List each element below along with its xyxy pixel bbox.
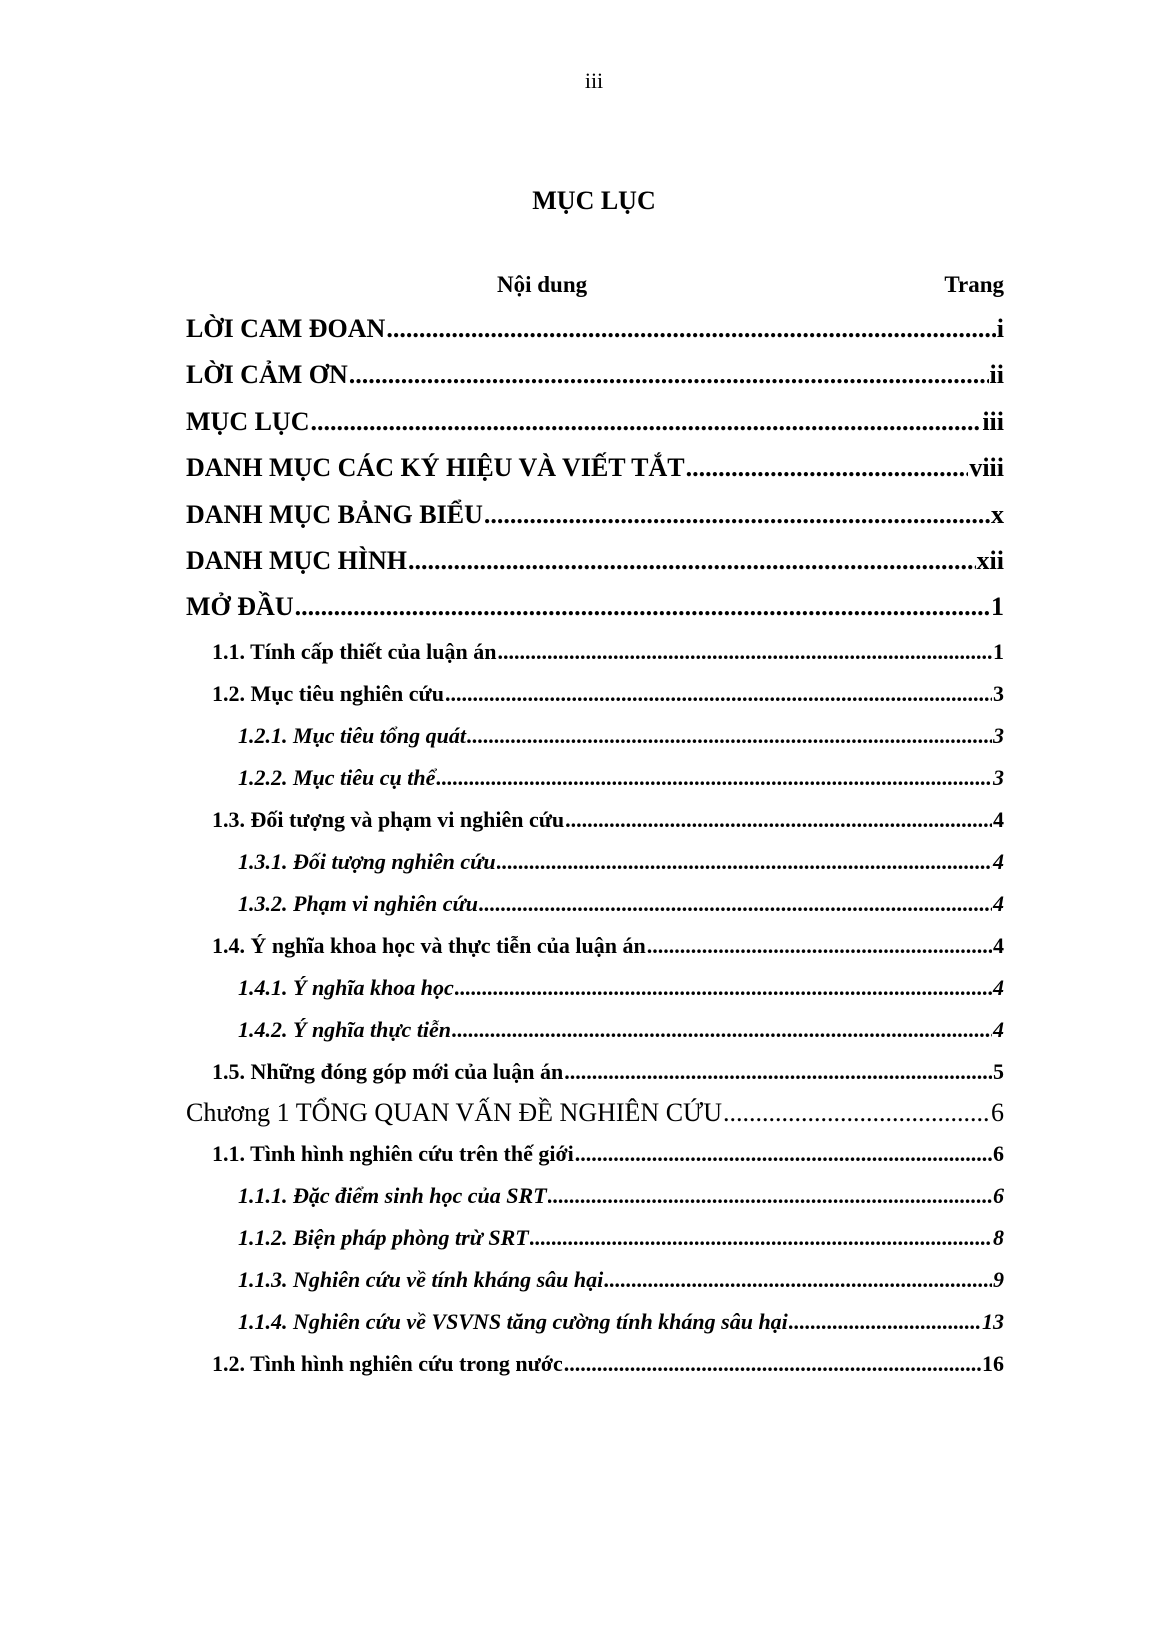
toc-entry-page: 6 <box>993 1140 1004 1166</box>
toc-entry-page: 6 <box>991 1097 1004 1127</box>
toc-entry[interactable] <box>186 306 1004 352</box>
toc-entry[interactable] <box>186 757 1004 799</box>
toc-entry[interactable] <box>186 538 1004 584</box>
dot-leader <box>349 352 989 398</box>
toc-entry[interactable] <box>186 967 1004 1009</box>
toc-entry-page: 5 <box>993 1058 1004 1084</box>
toc-entry[interactable] <box>186 673 1004 715</box>
toc-entry-page: iii <box>982 406 1004 436</box>
toc-entry-page: 3 <box>993 680 1004 706</box>
toc-entry-page: i <box>996 314 1004 343</box>
toc-entry-label: MỞ ĐẦU <box>186 592 294 622</box>
toc-entry-page: 8 <box>993 1224 1004 1250</box>
toc-entry-label: 1.3.2. Phạm vi nghiên cứu <box>238 890 478 916</box>
toc-entry[interactable] <box>186 1217 1004 1259</box>
toc-entry[interactable] <box>186 631 1004 673</box>
toc-entry-page: 4 <box>993 848 1004 874</box>
toc-entry-page: 6 <box>993 1182 1004 1208</box>
toc-entry-page: viii <box>969 453 1004 483</box>
toc-entry-label: 1.4. Ý nghĩa khoa học và thực tiễn của luận án <box>212 932 646 958</box>
dot-leader <box>564 1343 981 1385</box>
dot-leader <box>604 1259 992 1301</box>
toc-entry-label: 1.4.1. Ý nghĩa khoa học <box>238 974 454 1000</box>
toc-entry-page: 16 <box>982 1350 1004 1376</box>
toc-entry[interactable] <box>186 1133 1004 1175</box>
toc-entry-label: 1.5. Những đóng góp mới của luận án <box>212 1058 564 1084</box>
dot-leader <box>386 306 995 352</box>
toc-entry-page: ii <box>989 360 1004 390</box>
toc-entry[interactable] <box>186 445 1004 491</box>
dot-leader <box>311 399 982 445</box>
column-header-content: Nội dung <box>497 272 588 297</box>
dot-leader <box>467 715 992 757</box>
toc-entry[interactable] <box>186 352 1004 398</box>
dot-leader <box>530 1217 992 1259</box>
toc-entry-label: 1.3. Đối tượng và phạm vi nghiên cứu <box>212 806 565 832</box>
toc-entry-page: 1 <box>993 638 1004 664</box>
dot-leader <box>455 967 992 1009</box>
column-header-page: Trang <box>944 272 1004 297</box>
toc-entry-label: 1.3.1. Đối tượng nghiên cứu <box>238 848 496 874</box>
toc-entry-label: 1.1.3. Nghiên cứu về tính kháng sâu hại <box>238 1266 604 1292</box>
page-number: iii <box>584 68 604 93</box>
toc-entry[interactable] <box>186 1093 1004 1133</box>
toc-entry[interactable] <box>186 1343 1004 1385</box>
table-of-contents <box>186 306 1004 1385</box>
toc-entry[interactable] <box>186 1259 1004 1301</box>
dot-leader <box>295 584 990 630</box>
dot-leader <box>686 445 969 491</box>
dot-leader <box>408 538 976 584</box>
toc-entry-page: 9 <box>993 1266 1004 1292</box>
toc-entry-page: 1 <box>991 592 1004 622</box>
toc-entry-page: 4 <box>993 1016 1004 1042</box>
toc-entry[interactable] <box>186 1009 1004 1051</box>
toc-entry[interactable] <box>186 925 1004 967</box>
toc-entry-label: 1.2. Mục tiêu nghiên cứu <box>212 680 444 706</box>
toc-entry-label: 1.4.2. Ý nghĩa thực tiễn <box>238 1016 452 1042</box>
toc-entry[interactable] <box>186 1175 1004 1217</box>
toc-entry-label: 1.1.2. Biện pháp phòng trừ SRT <box>238 1224 529 1250</box>
toc-entry-label: DANH MỤC BẢNG BIỂU <box>186 499 483 529</box>
toc-entry[interactable] <box>186 399 1004 445</box>
toc-entry-label: 1.1.1. Đặc điểm sinh học của SRT <box>238 1182 547 1208</box>
toc-entry[interactable] <box>186 883 1004 925</box>
toc-entry-page: x <box>991 499 1004 529</box>
toc-entry-page: 4 <box>993 932 1004 958</box>
dot-leader <box>564 1051 992 1093</box>
dot-leader <box>497 631 992 673</box>
dot-leader <box>452 1009 992 1051</box>
dot-leader <box>479 883 992 925</box>
toc-entry-label: 1.2.1. Mục tiêu tổng quát <box>238 722 466 748</box>
toc-entry-label: Chương 1 TỔNG QUAN VẤN ĐỀ NGHIÊN CỨU <box>186 1097 722 1127</box>
toc-entry-label: 1.1. Tình hình nghiên cứu trên thế giới <box>212 1140 574 1166</box>
toc-entry-label: LỜI CAM ĐOAN <box>186 314 386 343</box>
dot-leader <box>723 1093 990 1133</box>
toc-entry[interactable] <box>186 1051 1004 1093</box>
toc-entry-page: 3 <box>993 722 1004 748</box>
toc-entry-label: 1.2. Tình hình nghiên cứu trong nước <box>212 1350 563 1376</box>
page-title: MỤC LỤC <box>532 186 656 215</box>
toc-entry-label: DANH MỤC CÁC KÝ HIỆU VÀ VIẾT TẮT <box>186 453 685 483</box>
toc-entry-page: 4 <box>993 974 1004 1000</box>
toc-entry-label: 1.1.4. Nghiên cứu về VSVNS tăng cường tính kháng sâu hại <box>238 1308 788 1334</box>
toc-entry-page: 4 <box>993 890 1004 916</box>
dot-leader <box>565 799 992 841</box>
toc-entry[interactable] <box>186 492 1004 538</box>
toc-entry[interactable] <box>186 799 1004 841</box>
toc-entry-page: 4 <box>993 806 1004 832</box>
toc-entry-label: LỜI CẢM ƠN <box>186 360 348 390</box>
dot-leader <box>484 492 990 538</box>
toc-entry[interactable] <box>186 841 1004 883</box>
toc-entry-page: 3 <box>993 764 1004 790</box>
toc-entry-page: 13 <box>982 1308 1004 1334</box>
toc-entry[interactable] <box>186 715 1004 757</box>
dot-leader <box>445 673 992 715</box>
dot-leader <box>436 757 992 799</box>
dot-leader <box>575 1133 992 1175</box>
toc-entry-page: xii <box>976 545 1004 575</box>
toc-entry-label: MỤC LỤC <box>186 406 310 436</box>
dot-leader <box>548 1175 992 1217</box>
toc-entry-label: 1.2.2. Mục tiêu cụ thể <box>238 764 436 790</box>
dot-leader <box>789 1301 981 1343</box>
toc-entry-label: DANH MỤC HÌNH <box>186 545 407 575</box>
toc-entry[interactable] <box>186 584 1004 630</box>
dot-leader <box>497 841 992 883</box>
toc-entry[interactable] <box>186 1301 1004 1343</box>
toc-entry-label: 1.1. Tính cấp thiết của luận án <box>212 638 497 664</box>
dot-leader <box>647 925 992 967</box>
